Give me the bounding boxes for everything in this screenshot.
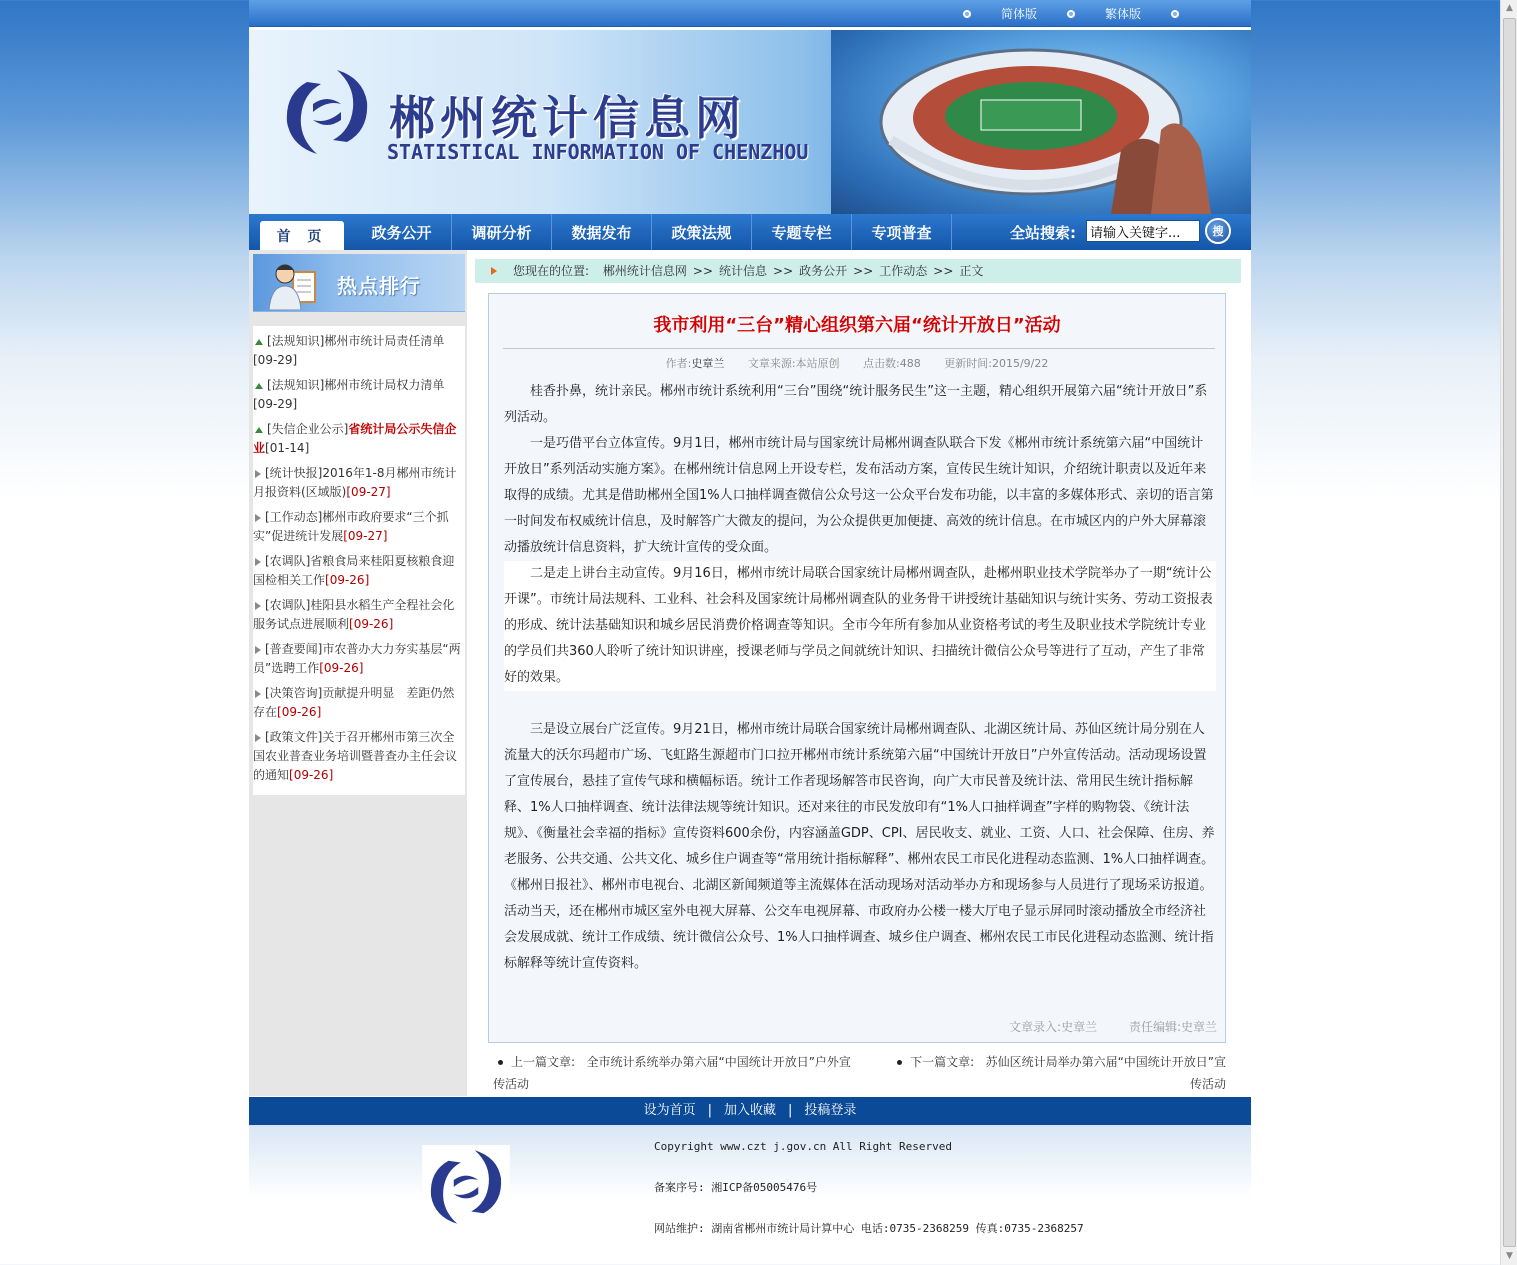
divider — [503, 348, 1215, 349]
nav-item-data-release[interactable]: 数据发布 — [552, 214, 652, 250]
divider: | — [707, 1103, 712, 1118]
sidebar-list-item[interactable] — [253, 376, 463, 414]
item-title-link[interactable]: 省粮食局来桂阳夏核粮食迎国检相关工作 — [253, 554, 455, 587]
footer-logo-icon — [422, 1145, 510, 1229]
next-article-link[interactable]: 苏仙区统计局举办第六届“中国统计开放日”宣 — [985, 1055, 1226, 1069]
editor-value: 史章兰 — [1180, 1020, 1217, 1034]
divider: | — [788, 1103, 793, 1118]
search-input[interactable] — [1086, 220, 1200, 242]
copyright: Copyright www.czt j.gov.cn All Right Reserved — [654, 1140, 953, 1153]
article-meta — [489, 355, 1225, 371]
right-arrow-icon — [255, 690, 261, 698]
next-article-link-cont[interactable]: 传活动 — [1189, 1077, 1226, 1091]
item-title-link[interactable]: 省统计局公示失信企业 — [253, 422, 457, 455]
footer — [249, 1125, 1251, 1248]
item-category[interactable]: [农调队] — [265, 598, 311, 612]
entry-label: 文章录入: — [1009, 1020, 1062, 1034]
up-arrow-icon — [255, 427, 263, 433]
sidebar-list-item[interactable] — [253, 684, 463, 722]
sidebar-list-item[interactable] — [253, 596, 463, 634]
simplified-link[interactable]: 简体版 — [1000, 7, 1037, 21]
main-nav — [249, 214, 1251, 250]
bullet-icon — [897, 1060, 902, 1065]
sidebar-title: 热点排行 — [337, 274, 421, 298]
prev-next-nav — [493, 1051, 1226, 1095]
item-date: [09-27] — [343, 529, 388, 543]
sidebar — [249, 250, 467, 1096]
item-title-link[interactable]: 郴州市统计局权力清单 — [324, 378, 445, 392]
hits-value: 488 — [899, 357, 921, 370]
item-category[interactable]: [普查要闻] — [265, 642, 323, 656]
breadcrumb-separator: >> — [773, 264, 794, 278]
article-paragraph: 一是巧借平台立体宣传。9月1日，郴州市统计局与国家统计局郴州调查队联合下发《郴州市统计系统第六届“中国统计开放日”系列活动实施方案》。在郴州统计信息网上开设专栏，发布活动方案，宣传民生统计知识，介绍统计职责以及近年来取得的成绩。尤其是借助郴州全国1%人口抽样调查微信公众号这一公众平台发布功能，以丰富的多媒体形式、亲切的语言第一时间发布权威统计信息，及时解答广大微友的提问，为公众提供更加便捷、高效的统计信息。在市城区内的户外大屏幕滚动播放统计信息资料，扩大统计宣传的受众面。 — [504, 436, 1214, 555]
item-date: [09-29] — [253, 353, 298, 367]
site-title: 郴州统计信息网 — [389, 91, 746, 145]
item-date: [09-26] — [277, 705, 322, 719]
item-title-link[interactable]: 贡献提升明显 差距仍然存在 — [253, 686, 455, 719]
page-container — [249, 0, 1251, 1248]
right-arrow-icon — [255, 734, 261, 742]
search-label: 全站搜索: — [1010, 223, 1076, 242]
article-panel — [488, 293, 1226, 1043]
item-date: [01-14] — [265, 441, 310, 455]
nav-item-research[interactable]: 调研分析 — [452, 214, 552, 250]
sidebar-list-item[interactable] — [253, 420, 463, 458]
breadcrumb-link[interactable]: 工作动态 — [879, 264, 928, 278]
stadium-image — [831, 30, 1251, 214]
up-arrow-icon — [255, 383, 263, 389]
updated-label: 更新时间: — [944, 357, 992, 370]
item-category[interactable]: [统计快报] — [265, 466, 323, 480]
submission-login-link[interactable]: 投稿登录 — [804, 1103, 857, 1118]
breadcrumb — [475, 259, 1241, 283]
right-arrow-icon — [255, 558, 261, 566]
sidebar-list-item[interactable] — [253, 640, 463, 678]
article-paragraph: 二是走上讲台主动宣传。9月16日，郴州市统计局联合国家统计局郴州调查队，赴郴州职业技术学院举办了一期“统计公开课”。市统计局法规科、工业科、社会科及国家统计局郴州调查队的业务骨干讲授统计基础知识与统计实务、劳动工资报表的形成、统计法基础知识和城乡居民消费价格调查等知识。全市今年所有参加从业资格考试的考生及职业技术学院统计专业的学员们共360人聆听了统计知识讲座，授课老师与学员之间就统计知识、扫描统计微信公众号等进行了互动，产生了非常好的效果。 — [504, 561, 1216, 691]
scroll-down-icon[interactable]: ▼ — [1506, 1251, 1513, 1261]
author-value: 史章兰 — [691, 357, 725, 370]
traditional-link[interactable]: 繁体版 — [1104, 7, 1141, 21]
bullet-icon — [1171, 10, 1179, 18]
search-button[interactable]: 搜 — [1205, 218, 1231, 244]
item-category[interactable]: [失信企业公示] — [267, 422, 349, 436]
header-banner — [249, 30, 1251, 214]
item-date: [09-26] — [319, 661, 364, 675]
nav-item-home[interactable]: 首 页 — [260, 221, 344, 250]
icp-number: 备案序号: 湘ICP备05005476号 — [654, 1181, 818, 1194]
entry-value: 史章兰 — [1061, 1020, 1098, 1034]
add-favorite-link[interactable]: 加入收藏 — [723, 1103, 776, 1118]
item-title-link[interactable]: 郴州市统计局责任清单 — [324, 334, 445, 348]
sidebar-list-item[interactable] — [253, 552, 463, 590]
scrollbar-thumb[interactable] — [1503, 18, 1516, 1247]
next-label: 下一篇文章: — [910, 1055, 975, 1069]
breadcrumb-link: 正文 — [959, 264, 984, 278]
item-category[interactable]: [法规知识] — [267, 334, 325, 348]
right-arrow-icon — [255, 470, 261, 478]
item-date: [09-26] — [325, 573, 370, 587]
maintainer-info: 网站维护: 湖南省郴州市统计局计算中心 电话:0735-2368259 传真:0735-2368257 — [654, 1222, 1084, 1235]
hot-ranking-list — [253, 326, 465, 795]
right-arrow-icon — [255, 514, 261, 522]
breadcrumb-prefix: 您现在的位置: — [513, 264, 590, 278]
breadcrumb-separator: >> — [692, 264, 713, 278]
prev-article-link[interactable]: 全市统计系统举办第六届“中国统计开放日”户外宣 — [586, 1055, 851, 1069]
breadcrumb-separator: >> — [933, 264, 954, 278]
article-paragraph: 桂香扑鼻，统计亲民。郴州市统计系统利用“三台”围绕“统计服务民生”这一主题，精心组织开展第六届“统计开放日”系列活动。 — [504, 384, 1208, 425]
prev-article-link-cont[interactable]: 传活动 — [493, 1077, 530, 1091]
right-arrow-icon — [255, 602, 261, 610]
breadcrumb-link[interactable]: 政务公开 — [799, 264, 848, 278]
vertical-scrollbar[interactable] — [1500, 0, 1517, 1265]
source-value: 本站原创 — [795, 357, 840, 370]
sidebar-list-item[interactable] — [253, 508, 463, 546]
item-date: [09-26] — [349, 617, 394, 631]
top-bar — [249, 0, 1251, 27]
scroll-up-icon[interactable]: ▲ — [1506, 3, 1513, 13]
sidebar-list-item[interactable] — [253, 464, 463, 502]
item-title-link[interactable]: 关于召开郴州市第三次全国农业普查业务培训暨普查办主任会议的通知 — [253, 730, 458, 782]
bullet-icon — [1067, 10, 1075, 18]
set-homepage-link[interactable]: 设为首页 — [643, 1103, 696, 1118]
item-category[interactable]: [法规知识] — [267, 378, 325, 392]
nav-item-census[interactable]: 专项普查 — [852, 214, 952, 250]
sidebar-list-item[interactable] — [253, 332, 463, 370]
item-date: [09-27] — [346, 485, 391, 499]
bullet-icon — [498, 1060, 503, 1065]
editor-label: 责任编辑: — [1128, 1020, 1181, 1034]
article-footer — [981, 1018, 1217, 1035]
item-title-link[interactable]: 市农普办大力夯实基层“两员”选聘工作 — [253, 642, 461, 675]
updated-value: 2015/9/22 — [991, 357, 1049, 370]
article-title: 我市利用“三台”精心组织第六届“统计开放日”活动 — [653, 315, 1061, 336]
item-category[interactable]: [工作动态] — [265, 510, 323, 524]
source-label: 文章来源: — [747, 357, 796, 370]
footer-info — [654, 1137, 1084, 1260]
site-logo-icon — [277, 64, 377, 160]
right-arrow-icon — [255, 646, 261, 654]
item-category[interactable]: [农调队] — [265, 554, 311, 568]
sidebar-list-item[interactable] — [253, 728, 463, 785]
prev-label: 上一篇文章: — [511, 1055, 576, 1069]
nav-item-policy[interactable]: 政策法规 — [652, 214, 752, 250]
footer-links-bar — [249, 1097, 1251, 1125]
item-title-link[interactable]: 2016年1-8月郴州市统计月报资料(区域版) — [253, 466, 457, 499]
item-date: [09-26] — [289, 768, 334, 782]
article-body — [504, 379, 1216, 977]
breadcrumb-link[interactable]: 郴州统计信息网 — [602, 264, 687, 278]
nav-item-government-affairs[interactable]: 政务公开 — [352, 214, 452, 250]
breadcrumb-link[interactable]: 统计信息 — [719, 264, 768, 278]
item-title-link[interactable]: 郴州市政府要求“三个抓实”促进统计发展 — [253, 510, 449, 543]
item-date: [09-29] — [253, 397, 298, 411]
item-title-link[interactable]: 桂阳县水稻生产全程社会化服务试点进展顺利 — [253, 598, 455, 631]
article-paragraph: 三是设立展台广泛宣传。9月21日，郴州市统计局联合国家统计局郴州调查队、北湖区统计局、苏仙区统计局分别在人流量大的沃尔玛超市广场、飞虹路生源超市门口拉开郴州市统计系统第六届“中国统计开放日”户外宣传活动。活动现场设置了宣传展台，悬挂了宣传气球和横幅标语。统计工作者现场解答市民咨询，向广大市民普及统计法、常用民生统计指标解释、1%人口抽样调查、统计法律法规等统计知识。还对来往的市民发放印有“1%人口抽样调查”字样的购物袋、《统计法规》、《衡量社会幸福的指标》宣传资料600余份，内容涵盖GDP、CPI、居民收支、就业、工资、人口、社会保障、住房、养老服务、公共交通、公共文化、城乡住户调查等“常用统计指标解释”、郴州农民工市民化进程动态监测、1%人口抽样调查。《郴州日报社》、郴州市电视台、北湖区新闻频道等主流媒体在活动现场对活动举办方和现场参与人员进行了现场采访报道。活动当天，还在郴州市城区室外电视大屏幕、公交车电视屏幕、市政府办公楼一楼大厅电子显示屏同时滚动播放全市经济社会发展成就、统计工作成绩、统计微信公众号、1%人口抽样调查、城乡住户调查、郴州农民工市民化进程动态监测、统计指标解释等统计宣传资料。 — [504, 722, 1215, 971]
site-subtitle: STATISTICAL INFORMATION OF CHENZHOU — [387, 140, 809, 164]
item-category[interactable]: [决策咨询] — [265, 686, 323, 700]
author-label: 作者: — [665, 357, 692, 370]
item-category[interactable]: [政策文件] — [265, 730, 323, 744]
arrow-right-icon — [491, 267, 497, 275]
hits-label: 点击数: — [863, 357, 900, 370]
up-arrow-icon — [255, 339, 263, 345]
sidebar-header — [253, 254, 465, 312]
breadcrumb-separator: >> — [853, 264, 874, 278]
bullet-icon — [963, 10, 971, 18]
person-avatar-icon — [263, 258, 325, 310]
nav-item-special-topics[interactable]: 专题专栏 — [752, 214, 852, 250]
